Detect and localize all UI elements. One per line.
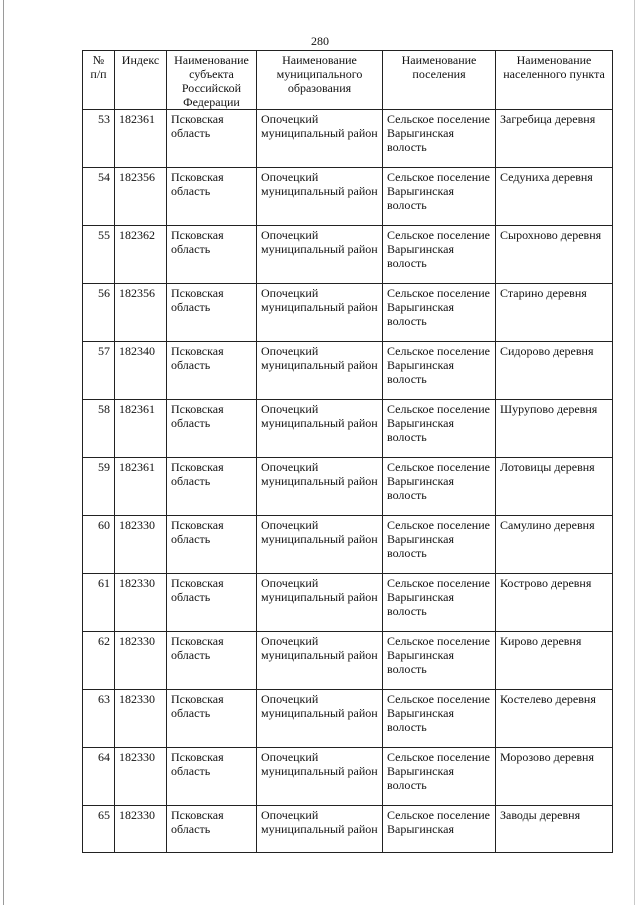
table-row	[83, 110, 613, 168]
cell-locality: Загребица деревня	[496, 110, 613, 168]
cell-municipality: Опочецкий муниципальный район	[257, 400, 383, 458]
cell-index: 182361	[115, 110, 167, 168]
cell-locality: Сырохново деревня	[496, 226, 613, 284]
cell-locality: Самулино деревня	[496, 516, 613, 574]
page-number: 280	[311, 34, 329, 48]
cell-num: 61	[83, 574, 115, 632]
cell-locality: Сидорово деревня	[496, 342, 613, 400]
header-num: № п/п	[83, 51, 115, 110]
cell-num: 53	[83, 110, 115, 168]
table-row	[83, 284, 613, 342]
cell-subject: Псковская область	[167, 516, 257, 574]
cell-subject: Псковская область	[167, 226, 257, 284]
table-row	[83, 400, 613, 458]
cell-num: 56	[83, 284, 115, 342]
cell-num: 64	[83, 748, 115, 806]
cell-num: 55	[83, 226, 115, 284]
cell-settlement: Сельское поселение Варыгинская	[383, 806, 496, 853]
cell-settlement: Сельское поселение Варыгинская волость	[383, 400, 496, 458]
locality-table	[82, 50, 613, 853]
cell-settlement: Сельское поселение Варыгинская волость	[383, 516, 496, 574]
cell-index: 182330	[115, 748, 167, 806]
table-row	[83, 690, 613, 748]
cell-subject: Псковская область	[167, 748, 257, 806]
table-row	[83, 516, 613, 574]
cell-municipality: Опочецкий муниципальный район	[257, 574, 383, 632]
cell-locality: Лотовицы деревня	[496, 458, 613, 516]
cell-index: 182362	[115, 226, 167, 284]
header-settlement: Наименование поселения	[383, 51, 496, 110]
cell-index: 182330	[115, 690, 167, 748]
cell-locality: Костелево деревня	[496, 690, 613, 748]
cell-municipality: Опочецкий муниципальный район	[257, 806, 383, 853]
header-municipality: Наименование муниципального образования	[257, 51, 383, 110]
cell-municipality: Опочецкий муниципальный район	[257, 632, 383, 690]
header-index: Индекс	[115, 51, 167, 110]
table-row	[83, 806, 613, 853]
scan-edge-left	[3, 0, 4, 905]
cell-subject: Псковская область	[167, 400, 257, 458]
cell-locality: Морозово деревня	[496, 748, 613, 806]
cell-subject: Псковская область	[167, 632, 257, 690]
cell-num: 57	[83, 342, 115, 400]
cell-subject: Псковская область	[167, 690, 257, 748]
cell-settlement: Сельское поселение Варыгинская волость	[383, 226, 496, 284]
cell-settlement: Сельское поселение Варыгинская волость	[383, 574, 496, 632]
cell-index: 182356	[115, 284, 167, 342]
cell-settlement: Сельское поселение Варыгинская волость	[383, 458, 496, 516]
cell-num: 63	[83, 690, 115, 748]
cell-municipality: Опочецкий муниципальный район	[257, 284, 383, 342]
table-row	[83, 168, 613, 226]
cell-index: 182356	[115, 168, 167, 226]
cell-settlement: Сельское поселение Варыгинская волость	[383, 342, 496, 400]
header-subject: Наименование субъекта Российской Федерации	[167, 51, 257, 110]
cell-num: 60	[83, 516, 115, 574]
cell-index: 182330	[115, 574, 167, 632]
cell-index: 182361	[115, 458, 167, 516]
cell-municipality: Опочецкий муниципальный район	[257, 110, 383, 168]
cell-municipality: Опочецкий муниципальный район	[257, 516, 383, 574]
cell-num: 62	[83, 632, 115, 690]
table-row	[83, 574, 613, 632]
cell-settlement: Сельское поселение Варыгинская волость	[383, 168, 496, 226]
cell-subject: Псковская область	[167, 110, 257, 168]
cell-index: 182340	[115, 342, 167, 400]
cell-index: 182330	[115, 632, 167, 690]
cell-settlement: Сельское поселение Варыгинская волость	[383, 110, 496, 168]
table-row	[83, 458, 613, 516]
scan-edge-right	[634, 0, 635, 905]
cell-subject: Псковская область	[167, 574, 257, 632]
cell-num: 58	[83, 400, 115, 458]
cell-locality: Кирово деревня	[496, 632, 613, 690]
cell-subject: Псковская область	[167, 342, 257, 400]
table-body	[83, 110, 613, 853]
cell-settlement: Сельское поселение Варыгинская волость	[383, 632, 496, 690]
cell-municipality: Опочецкий муниципальный район	[257, 342, 383, 400]
cell-locality: Старино деревня	[496, 284, 613, 342]
cell-subject: Псковская область	[167, 458, 257, 516]
cell-locality: Шурупово деревня	[496, 400, 613, 458]
header-locality: Наименование населенного пункта	[496, 51, 613, 110]
cell-locality: Заводы деревня	[496, 806, 613, 853]
cell-settlement: Сельское поселение Варыгинская волость	[383, 690, 496, 748]
cell-settlement: Сельское поселение Варыгинская волость	[383, 748, 496, 806]
table-row	[83, 632, 613, 690]
table-row	[83, 748, 613, 806]
cell-subject: Псковская область	[167, 806, 257, 853]
cell-num: 65	[83, 806, 115, 853]
cell-municipality: Опочецкий муниципальный район	[257, 690, 383, 748]
cell-num: 59	[83, 458, 115, 516]
table-row	[83, 342, 613, 400]
cell-subject: Псковская область	[167, 168, 257, 226]
cell-settlement: Сельское поселение Варыгинская волость	[383, 284, 496, 342]
cell-locality: Кострово деревня	[496, 574, 613, 632]
cell-locality: Седуниха деревня	[496, 168, 613, 226]
cell-index: 182330	[115, 516, 167, 574]
table-header-row	[83, 51, 613, 110]
cell-municipality: Опочецкий муниципальный район	[257, 748, 383, 806]
cell-index: 182361	[115, 400, 167, 458]
cell-subject: Псковская область	[167, 284, 257, 342]
cell-num: 54	[83, 168, 115, 226]
cell-municipality: Опочецкий муниципальный район	[257, 168, 383, 226]
cell-municipality: Опочецкий муниципальный район	[257, 458, 383, 516]
cell-index: 182330	[115, 806, 167, 853]
cell-municipality: Опочецкий муниципальный район	[257, 226, 383, 284]
table-row	[83, 226, 613, 284]
